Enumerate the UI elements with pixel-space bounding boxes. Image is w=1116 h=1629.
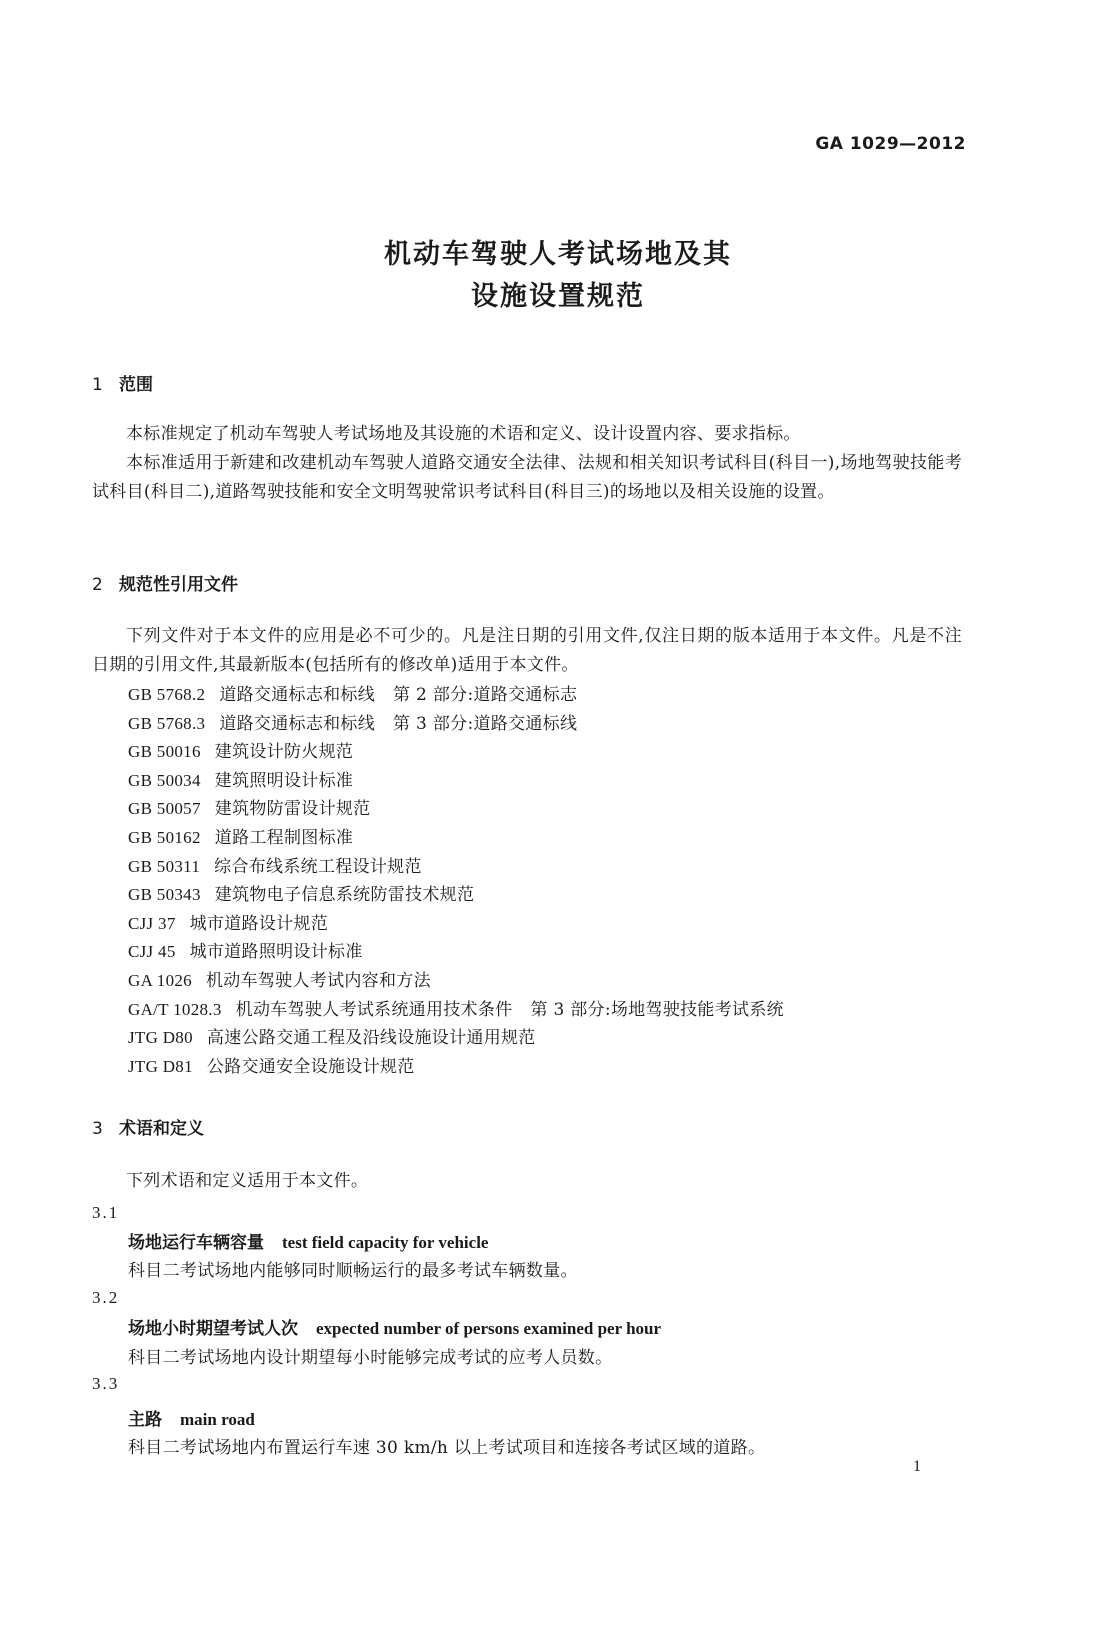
reference-code: JTG D80	[128, 1028, 193, 1048]
section-2-intro: 下列文件对于本文件的应用是必不可少的。凡是注日期的引用文件,仅注日期的版本适用于本文件。凡是不注日期的引用文件,其最新版本(包括所有的修改单)适用于本文件。	[92, 626, 962, 675]
section-1-number: 1	[92, 375, 103, 395]
reference-title: 道路交通标志和标线	[219, 685, 376, 705]
reference-item	[128, 966, 784, 995]
reference-item	[128, 766, 784, 795]
reference-code: GB 50057	[128, 799, 201, 819]
reference-item	[128, 995, 784, 1024]
reference-title: 机动车驾驶人考试内容和方法	[205, 970, 431, 991]
section-3-heading	[92, 1114, 204, 1139]
term-heading	[128, 1228, 488, 1253]
section-3-intro: 下列术语和定义适用于本文件。	[126, 1171, 369, 1191]
reference-title: 城市道路设计规范	[189, 913, 329, 934]
section-3-title: 术语和定义	[119, 1119, 204, 1139]
section-3-number: 3	[92, 1119, 103, 1139]
term-heading	[128, 1314, 661, 1339]
reference-code: GB 5768.3	[128, 713, 206, 733]
reference-item	[128, 680, 784, 709]
reference-code: GB 50034	[128, 770, 201, 790]
term-en: main road	[180, 1410, 255, 1429]
section-2-heading	[92, 570, 238, 595]
term-number: 3.3	[92, 1374, 120, 1393]
section-1-heading	[92, 370, 153, 395]
term-en: expected number of persons examined per hour	[316, 1319, 662, 1338]
reference-item	[128, 823, 784, 852]
reference-item	[128, 1023, 784, 1052]
reference-item	[128, 709, 784, 738]
reference-title: 道路工程制图标准	[214, 827, 354, 848]
page-number: 1	[913, 1458, 921, 1475]
document-title-line2: 设施设置规范	[471, 281, 645, 312]
reference-code: GB 5768.2	[128, 685, 206, 704]
reference-code: CJJ 37	[128, 913, 176, 933]
reference-title: 城市道路照明设计标准	[189, 942, 363, 963]
reference-code: CJJ 45	[128, 942, 176, 962]
term-heading	[128, 1405, 255, 1430]
section-1-paragraph-1: 本标准规定了机动车驾驶人考试场地及其设施的术语和定义、设计设置内容、要求指标。	[126, 424, 801, 444]
reference-code: GB 50343	[128, 885, 201, 905]
reference-title: 建筑物电子信息系统防雷技术规范	[214, 885, 475, 906]
reference-title: 建筑设计防火规范	[214, 742, 354, 763]
reference-title: 公路交通安全设施设计规范	[206, 1056, 415, 1077]
term-definition: 科目二考试场地内布置运行车速 30 km/h 以上考试项目和连接各考试区域的道路。	[128, 1438, 766, 1458]
reference-item	[128, 794, 784, 823]
reference-code: GB 50311	[128, 856, 201, 876]
term-zh: 主路	[128, 1410, 162, 1430]
reference-title: 建筑物防雷设计规范	[214, 799, 371, 820]
reference-part: 第 2 部分:道路交通标志	[393, 685, 578, 705]
reference-title: 综合布线系统工程设计规范	[214, 856, 422, 877]
reference-code: JTG D81	[128, 1056, 193, 1076]
reference-item	[128, 852, 784, 881]
reference-code: GA/T 1028.3	[128, 999, 222, 1019]
reference-part: 第 3 部分:道路交通标线	[393, 713, 578, 734]
reference-item	[128, 880, 784, 909]
reference-list	[128, 680, 784, 1080]
section-2-title: 规范性引用文件	[119, 575, 238, 595]
term-definition: 科目二考试场地内设计期望每小时能够完成考试的应考人员数。	[128, 1348, 613, 1368]
reference-part: 第 3 部分:场地驾驶技能考试系统	[530, 999, 784, 1020]
reference-title: 机动车驾驶人考试系统通用技术条件	[235, 999, 513, 1020]
reference-item	[128, 1052, 784, 1081]
term-en: test field capacity for vehicle	[282, 1233, 489, 1252]
reference-item	[128, 909, 784, 938]
reference-title: 道路交通标志和标线	[219, 713, 376, 734]
reference-code: GB 50162	[128, 827, 201, 847]
standard-code: GA 1029—2012	[815, 134, 966, 154]
reference-code: GB 50016	[128, 742, 201, 762]
section-1-paragraph-2: 本标准适用于新建和改建机动车驾驶人道路交通安全法律、法规和相关知识考试科目(科目一),场地驾驶技能考试科目(科目二),道路驾驶技能和安全文明驾驶常识考试科目(科目三)的场地以及相关设施的设置。	[92, 453, 962, 502]
section-1-title: 范围	[119, 375, 153, 395]
reference-title: 高速公路交通工程及沿线设施设计通用规范	[206, 1028, 536, 1049]
reference-code: GA 1026	[128, 970, 192, 990]
term-zh: 场地运行车辆容量	[128, 1233, 264, 1253]
reference-item	[128, 737, 784, 766]
term-number: 3.2	[92, 1288, 120, 1307]
document-title-line1: 机动车驾驶人考试场地及其	[384, 239, 732, 270]
reference-title: 建筑照明设计标准	[214, 770, 354, 791]
reference-item	[128, 937, 784, 966]
term-zh: 场地小时期望考试人次	[128, 1319, 298, 1339]
term-definition: 科目二考试场地内能够同时顺畅运行的最多考试车辆数量。	[128, 1261, 578, 1281]
section-2-number: 2	[92, 575, 103, 595]
term-number: 3.1	[92, 1203, 120, 1222]
